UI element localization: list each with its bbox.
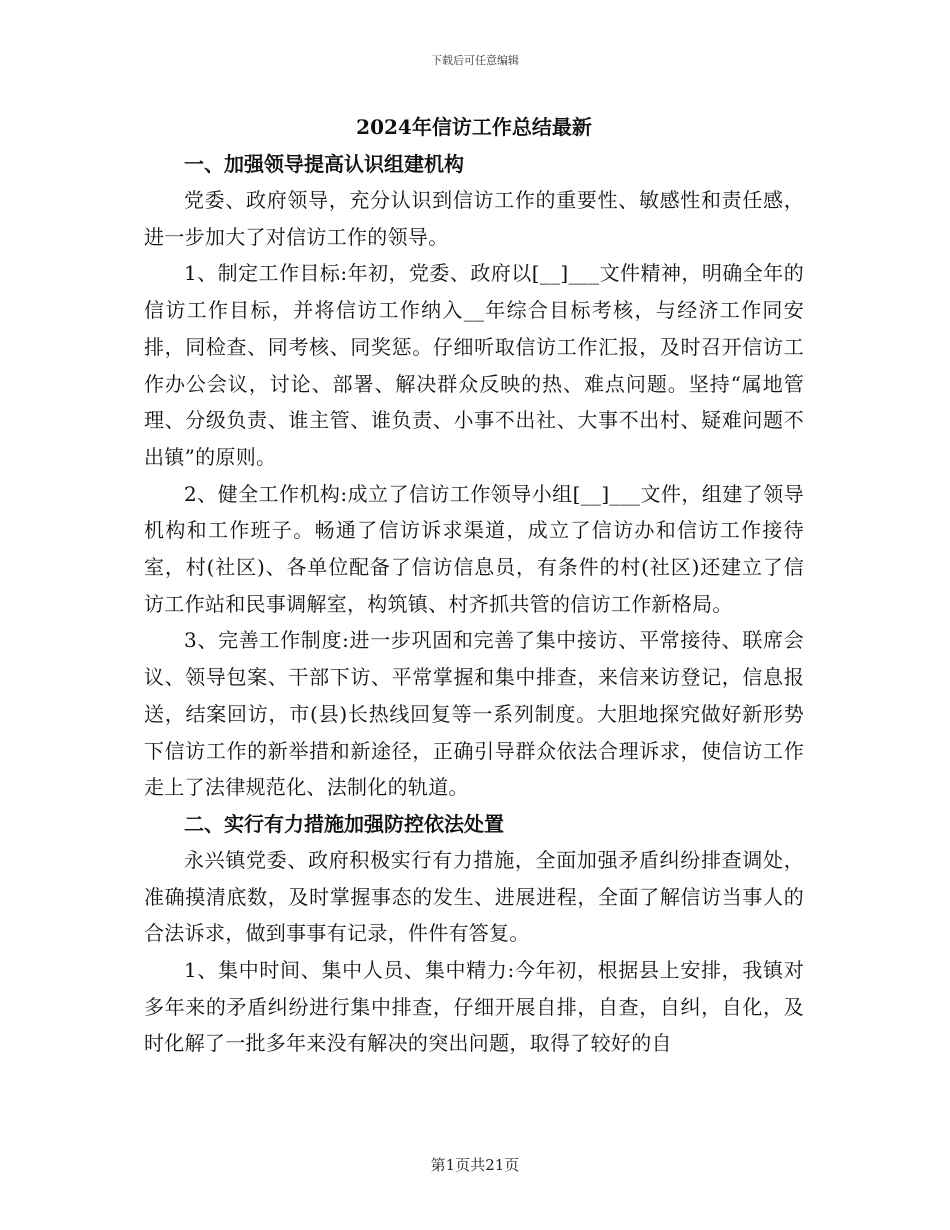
section-heading: 二、实行有力措施加强防控依法处置 [184, 811, 504, 836]
section-heading: 一、加强领导提高认识组建机构 [184, 152, 464, 176]
page-footer: 第1页共21页 [430, 1156, 520, 1174]
paragraph: 3、完善工作制度:进一步巩固和完善了集中接访、平常接待、联席会议、领导包案、干部下访、平常掌握和集中排查，来信来访登记，信息报送，结案回访，市(县)长热线回复等一系列制度。大胆地探究做好新形势下信访工作的新举措和新途径，正确引导群众依法合理诉求，使信访工作走上了法律规范化、法制化的轨道。 [144, 628, 804, 800]
header-note: 下载后可任意编辑 [431, 54, 519, 67]
section-2 [144, 806, 804, 1062]
paragraph: 1、制定工作目标:年初，党委、政府以[__]___文件精神，明确全年的信访工作目标，并将信访工作纳入__年综合目标考核，与经济工作同安排，同检查、同考核、同奖惩。仔细听取信访工作汇报，及时召开信访工作办公会议，讨论、部署、解决群众反映的热、难点问题。坚持“属地管理、分级负责、谁主管、谁负责、小事不出社、大事不出村、疑难问题不出镇”的原则。 [144, 261, 804, 469]
section-1 [144, 146, 804, 806]
paragraph: 1、集中时间、集中人员、集中精力:今年初，根据县上安排，我镇对多年来的矛盾纠纷进行集中排查，仔细开展自排，自查，自纠，自化，及时化解了一批多年来没有解决的突出问题，取得了较好的自 [144, 958, 804, 1056]
document-body [144, 110, 804, 1062]
document-title: 2024年信访工作总结最新 [356, 115, 592, 139]
paragraph: 党委、政府领导，充分认识到信访工作的重要性、敏感性和责任感，进一步加大了对信访工作的领导。 [144, 188, 804, 249]
paragraph: 永兴镇党委、政府积极实行有力措施，全面加强矛盾纠纷排查调处，准确摸清底数，及时掌握事态的发生、进展进程，全面了解信访当事人的合法诉求，做到事事有记录，件件有答复。 [144, 847, 804, 946]
paragraph: 2、健全工作机构:成立了信访工作领导小组[__]___文件，组建了领导机构和工作班子。畅通了信访诉求渠道，成立了信访办和信访工作接待室，村(社区)、各单位配备了信访信息员，有条件的村(社区)还建立了信访工作站和民事调解室，构筑镇、村齐抓共管的信访工作新格局。 [144, 481, 804, 616]
